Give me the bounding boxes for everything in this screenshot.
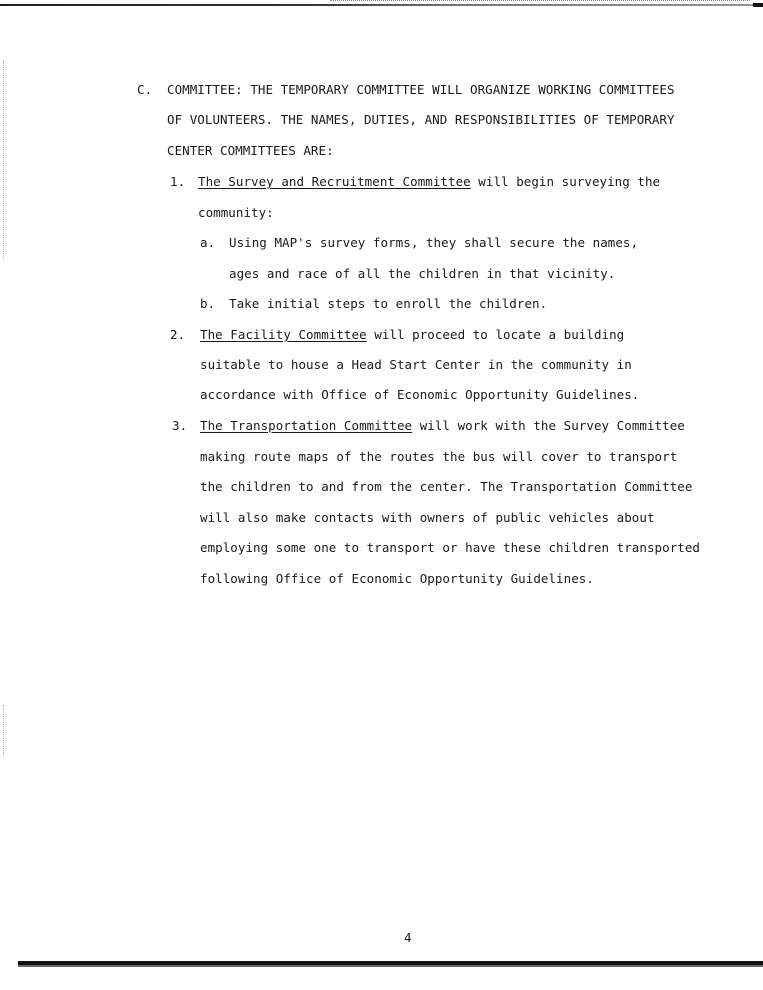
item-line: making route maps of the routes the bus will cover to transport [200,449,678,464]
bottom-rule-shadow [18,965,763,967]
item-number: 1. [170,174,186,189]
committee-title: The Facility Committee [200,327,367,342]
item-line: employing some one to transport or have these children transported [200,540,700,555]
section-line: CENTER COMMITTEES ARE: [167,143,334,158]
item-first-line [200,327,624,343]
subitem-line: Using MAP's survey forms, they shall secure the names, [229,235,639,250]
page-number: 4 [404,930,412,945]
section-marker: C. [137,82,153,97]
subitem-letter: a. [200,235,216,250]
item-number: 3. [172,418,188,433]
section-line: COMMITTEE: THE TEMPORARY COMMITTEE WILL ORGANIZE WORKING COMMITTEES [167,82,675,97]
item-text: will work with the Survey Committee [412,418,685,433]
item-first-line [198,174,660,190]
item-line: following Office of Economic Opportunity Guidelines. [200,571,594,586]
item-text: will proceed to locate a building [366,327,625,342]
subitem-line: ages and race of all the children in that vicinity. [229,266,616,281]
subitem-letter: b. [200,296,216,311]
item-first-line [200,418,685,434]
left-margin-mark [3,705,5,755]
section-line: OF VOLUNTEERS. THE NAMES, DUTIES, AND RESPONSIBILITIES OF TEMPORARY [167,112,675,127]
subitem-line: Take initial steps to enroll the children. [229,296,548,311]
item-line: the children to and from the center. The Transportation Committee [200,479,693,494]
item-line: community: [198,205,274,220]
left-margin-mark [3,60,5,260]
top-dotted-rule [330,0,750,5]
item-text: will begin surveying the [470,174,661,189]
committee-title: The Survey and Recruitment Committee [198,174,471,189]
top-corner-mark [753,3,763,7]
committee-title: The Transportation Committee [200,418,413,433]
item-line: will also make contacts with owners of public vehicles about [200,510,655,525]
item-line: suitable to house a Head Start Center in the community in [200,357,632,372]
item-number: 2. [170,327,186,342]
item-line: accordance with Office of Economic Opportunity Guidelines. [200,387,640,402]
